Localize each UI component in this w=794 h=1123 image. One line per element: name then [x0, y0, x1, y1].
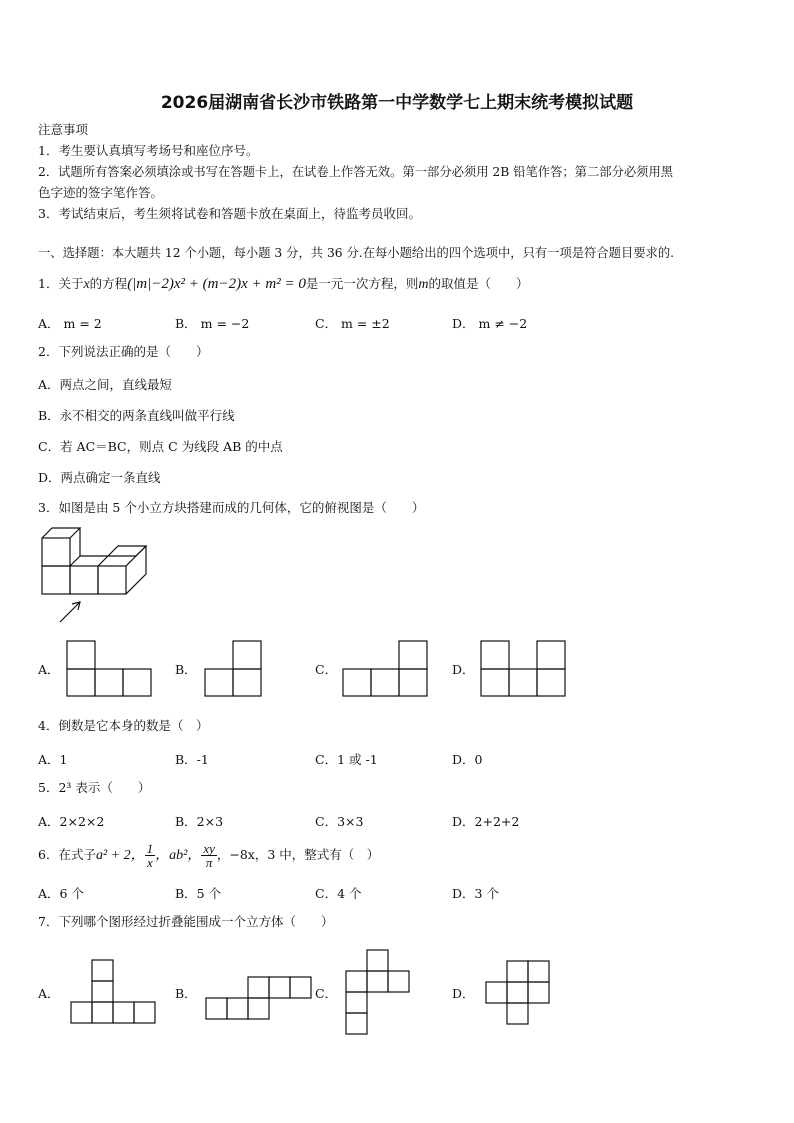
q1-option-b: B． m = −2 — [175, 316, 250, 331]
q2-option-b: B．永不相交的两条直线叫做平行线 — [38, 408, 235, 423]
q7-option-c-net — [345, 949, 411, 1035]
q1-suffix: 是一元一次方程，则 — [305, 276, 419, 291]
q3-option-d-figure — [480, 640, 566, 697]
q1-mid: 的方程 — [89, 276, 128, 291]
q1-var-m: m — [418, 277, 429, 292]
notes-item-3: 3．考试结束后，考生须将试卷和答题卡放在桌面上，待监考员收回。 — [38, 206, 421, 221]
question-5-stem: 5．2³ 表示（ ） — [38, 780, 151, 795]
q3-option-c-figure — [342, 640, 428, 697]
q4-option-c: C．1 或 -1 — [315, 752, 378, 767]
q7-label-a: A． — [38, 986, 60, 1001]
notes-heading: 注意事项 — [38, 122, 89, 137]
q1-option-c: C． m = ±2 — [315, 316, 390, 331]
q5-option-c: C．3×3 — [315, 814, 364, 829]
q6-expr-1: a² + 2， — [95, 848, 145, 863]
q5-option-b: B．2×3 — [175, 814, 224, 829]
q3-option-b-figure — [204, 640, 262, 697]
q7-label-d: D． — [452, 986, 475, 1001]
q6-option-b: B．5 个 — [175, 886, 222, 901]
q6-fraction-1 — [145, 842, 156, 869]
section-heading: 一、选择题：本大题共 12 个小题，每小题 3 分，共 36 分.在每小题给出的四个选项中，只有一项是符合题目要求的. — [38, 246, 675, 260]
q6-fraction-1-num: 1 — [146, 841, 154, 856]
q6-fraction-2-num: xy — [203, 841, 215, 856]
q6-option-a: A．6 个 — [38, 886, 84, 901]
q1-option-d: D． m ≠ −2 — [452, 316, 528, 331]
q6-option-c: C．4 个 — [315, 886, 362, 901]
page-title: 2026届湖南省长沙市铁路第一中学数学七上期末统考模拟试题 — [160, 93, 634, 113]
q7-label-b: B． — [175, 986, 197, 1001]
q6-expr-2: ，ab²， — [155, 848, 202, 863]
q5-option-d: D．2+2+2 — [452, 814, 520, 829]
question-6-stem — [38, 838, 379, 873]
q3-option-a-figure — [66, 640, 152, 697]
question-1-stem — [38, 276, 529, 293]
question-3-stem: 3．如图是由 5 个小立方块搭建而成的几何体，它的俯视图是（ ） — [38, 500, 425, 515]
q2-option-d: D．两点确定一条直线 — [38, 470, 161, 485]
q3-label-a: A． — [38, 662, 60, 677]
q3-label-b: B． — [175, 662, 197, 677]
q3-label-c: C． — [315, 662, 338, 677]
q6-option-d: D．3 个 — [452, 886, 499, 901]
q3-solid-figure — [40, 526, 160, 626]
q1-option-a: A． m = 2 — [38, 316, 102, 331]
q3-label-d: D． — [452, 662, 475, 677]
q1-end: 的取值是（ ） — [428, 276, 529, 291]
question-7-stem: 7．下列哪个图形经过折叠能围成一个立方体（ ） — [38, 914, 334, 929]
q4-option-b: B．-1 — [175, 752, 209, 767]
q2-option-a: A．两点之间，直线最短 — [38, 377, 173, 392]
q7-option-b-net — [205, 976, 313, 1020]
notes-item-2-line-1: 2．试题所有答案必须填涂或书写在答题卡上，在试卷上作答无效。第一部分必须用 2B 铅笔作答；第二部分必须用黑 — [38, 165, 674, 179]
q5-option-a: A．2×2×2 — [38, 814, 105, 829]
q1-var-x: x — [83, 277, 90, 292]
notes-item-2-line-2: 色字迹的签字笔作答。 — [38, 185, 164, 200]
q7-label-c: C． — [315, 986, 338, 1001]
q6-prefix: 6．在式子 — [38, 847, 96, 862]
q2-option-c: C．若 AC＝BC，则点 C 为线段 AB 的中点 — [38, 439, 283, 454]
question-2-stem: 2．下列说法正确的是（ ） — [38, 344, 209, 359]
q1-equation: (|m|−2)x² + (m−2)x + m² = 0 — [127, 276, 306, 292]
question-4-stem: 4．倒数是它本身的数是（ ） — [38, 718, 209, 733]
q7-option-a-net — [70, 959, 156, 1025]
q4-option-d: D．0 — [452, 752, 483, 767]
q6-fraction-2 — [201, 842, 217, 869]
q1-prefix: 1．关于 — [38, 276, 84, 291]
q7-option-d-net — [485, 960, 551, 1026]
notes-item-1: 1．考生要认真填写考场号和座位序号。 — [38, 143, 259, 158]
q4-option-a: A．1 — [38, 752, 68, 767]
q6-fraction-1-den: x — [146, 855, 153, 870]
q6-fraction-2-den: π — [205, 855, 213, 870]
q6-expr-3: ，−8x，3 中，整式有（ ） — [216, 847, 380, 862]
